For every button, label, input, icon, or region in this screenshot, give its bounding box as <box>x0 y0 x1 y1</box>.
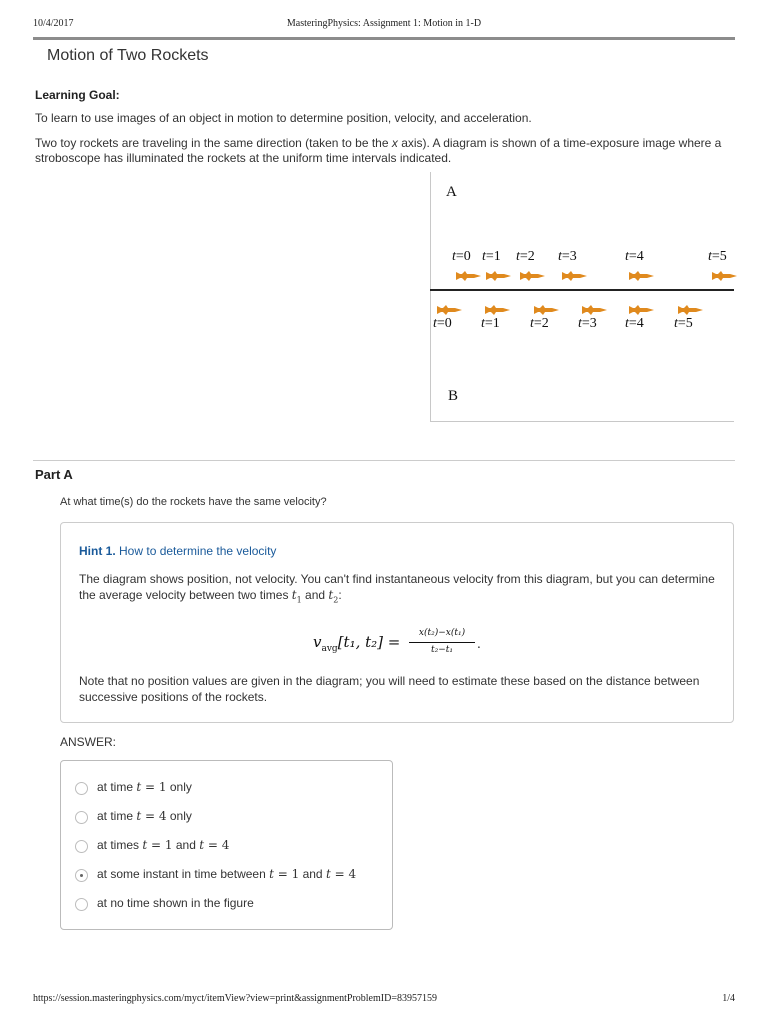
print-date: 10/4/2017 <box>33 18 74 29</box>
option-text: at time <box>97 780 137 794</box>
option-text-mid: and <box>299 867 326 881</box>
rocket-a-label: A <box>446 184 457 200</box>
rocket-b-time-label: t=4 <box>625 316 644 331</box>
rocket-a-time-label: t=2 <box>516 249 535 264</box>
rocket-a-rocket-icon <box>712 268 738 278</box>
option-math-value: = 1 <box>141 780 167 794</box>
rocket-a-rocket-icon <box>456 268 482 278</box>
option-math-var-2: t <box>199 838 205 852</box>
part-a-title: Part A <box>35 467 73 482</box>
formula-avg-sub: avg <box>321 644 338 654</box>
hint-number: Hint 1. <box>79 544 116 558</box>
option-math-value-2: = 4 <box>204 838 230 852</box>
rocket-b-rocket-icon <box>534 302 560 312</box>
rocket-a-time-label: t=3 <box>558 249 577 264</box>
rocket-b-time-label: t=0 <box>433 316 452 331</box>
part-divider <box>33 460 735 461</box>
rocket-a-rocket-icon <box>520 268 546 278</box>
option-text-end: only <box>166 809 192 823</box>
answer-options <box>60 760 393 930</box>
rocket-b-label: B <box>448 388 459 404</box>
rocket-b-rocket-icon <box>629 302 655 312</box>
hint-paragraph-1 <box>79 571 719 608</box>
option-math-value-2: = 4 <box>330 867 357 881</box>
problem-title: Motion of Two Rockets <box>47 47 209 64</box>
radio-button-selected[interactable] <box>75 869 88 882</box>
rocket-b-time-label: t=2 <box>530 316 549 331</box>
option-math-var: t <box>142 838 148 852</box>
rocket-b-rocket-icon <box>485 302 511 312</box>
option-math-value: = 1 <box>147 838 173 852</box>
rocket-strobe-diagram <box>430 172 734 422</box>
option-math-value: = 4 <box>141 809 167 823</box>
average-velocity-formula <box>313 621 513 661</box>
print-footer <box>33 993 735 1007</box>
option-label <box>97 780 192 794</box>
hint-p1-text: The diagram shows position, not velocity. You can't find instantaneous velocity from this diagram, but you can determine the average velocity between two times <box>79 572 715 602</box>
radio-button[interactable] <box>75 782 88 795</box>
radio-button[interactable] <box>75 898 88 911</box>
option-math-var: t <box>269 867 274 881</box>
rocket-a-time-label: t=1 <box>482 249 501 264</box>
intro-part-2: axis). A diagram is shown of a time-exposure image where a stroboscope has illuminated the rockets at the uniform time intervals indicated. <box>35 136 722 165</box>
option-text: at times <box>97 838 143 852</box>
part-a-question: At what time(s) do the rockets have the same velocity? <box>60 496 327 508</box>
figure-bottom-border <box>430 421 734 422</box>
figure-left-border <box>430 172 431 422</box>
intro-part-1: Two toy rockets are traveling in the same direction (taken to be the <box>35 136 392 150</box>
option-math-var: t <box>136 809 142 823</box>
rocket-a-rocket-icon <box>486 268 512 278</box>
rocket-b-rocket-icon <box>582 302 608 312</box>
option-label <box>97 896 254 910</box>
rocket-b-time-label: t=1 <box>481 316 500 331</box>
math-t2 <box>328 588 339 605</box>
hint-paragraph-2: Note that no position values are given in the diagram; you will need to estimate these based on the distance between successive positions of the rockets. <box>79 674 700 704</box>
option-math-var: t <box>136 780 142 794</box>
rocket-a-time-label: t=5 <box>708 249 727 264</box>
math-t1-sub: 1 <box>296 595 302 605</box>
hint-link[interactable]: How to determine the velocity <box>119 544 277 558</box>
formula-v: v <box>313 633 322 651</box>
formula-lhs <box>313 633 400 654</box>
print-page-number: 1/4 <box>722 993 735 1004</box>
option-text: at no time shown in the figure <box>97 896 254 910</box>
formula-numerator: x(t₂)−x(t₁) <box>418 628 466 638</box>
formula-args: [t₁, t₂] = <box>337 633 401 651</box>
rocket-b-rocket-icon <box>678 302 704 312</box>
math-t2-var: t <box>328 588 334 602</box>
print-header <box>33 18 735 32</box>
radio-button[interactable] <box>75 811 88 824</box>
option-math-value: = 1 <box>273 867 300 881</box>
answer-label: ANSWER: <box>60 735 117 749</box>
formula-denominator: t₂−t₁ <box>431 645 453 655</box>
math-t1-var: t <box>291 588 297 602</box>
option-math-var-2: t <box>325 867 331 881</box>
rocket-b-time-label: t=5 <box>674 316 693 331</box>
rocket-a-rocket-icon <box>562 268 588 278</box>
math-t2-sub: 2 <box>333 595 339 605</box>
math-t1 <box>291 588 302 605</box>
print-url: https://session.masteringphysics.com/myct/itemView?view=print&assignmentProblemID=83957159 <box>33 993 437 1004</box>
option-text: at time <box>97 809 137 823</box>
radio-button[interactable] <box>75 840 88 853</box>
print-doc-title: MasteringPhysics: Assignment 1: Motion in 1-D <box>286 18 482 29</box>
hint-p1-end: : <box>338 588 342 602</box>
rocket-b-rocket-icon <box>437 302 463 312</box>
option-text-end: only <box>166 780 192 794</box>
hint-title <box>79 544 276 558</box>
hint-panel <box>60 522 734 723</box>
rocket-a-rocket-icon <box>629 268 655 278</box>
intro-x-axis: x <box>391 136 398 150</box>
option-label <box>97 838 229 852</box>
hint-p1-and: and <box>301 588 329 602</box>
option-label <box>97 867 356 881</box>
title-divider <box>33 37 735 40</box>
rocket-a-time-label: t=4 <box>625 249 644 264</box>
formula-period: . <box>477 637 481 651</box>
option-label <box>97 809 192 823</box>
rocket-a-time-label: t=0 <box>452 249 471 264</box>
problem-intro <box>35 136 735 166</box>
rocket-b-time-label: t=3 <box>578 316 597 331</box>
x-axis-line <box>430 289 734 291</box>
learning-goal-text: To learn to use images of an object in motion to determine position, velocity, and acceleration. <box>35 111 532 125</box>
formula-fraction-bar <box>409 642 475 643</box>
learning-goal-label: Learning Goal: <box>35 88 120 102</box>
option-text: at some instant in time between <box>97 867 270 881</box>
option-text-mid: and <box>172 838 200 852</box>
